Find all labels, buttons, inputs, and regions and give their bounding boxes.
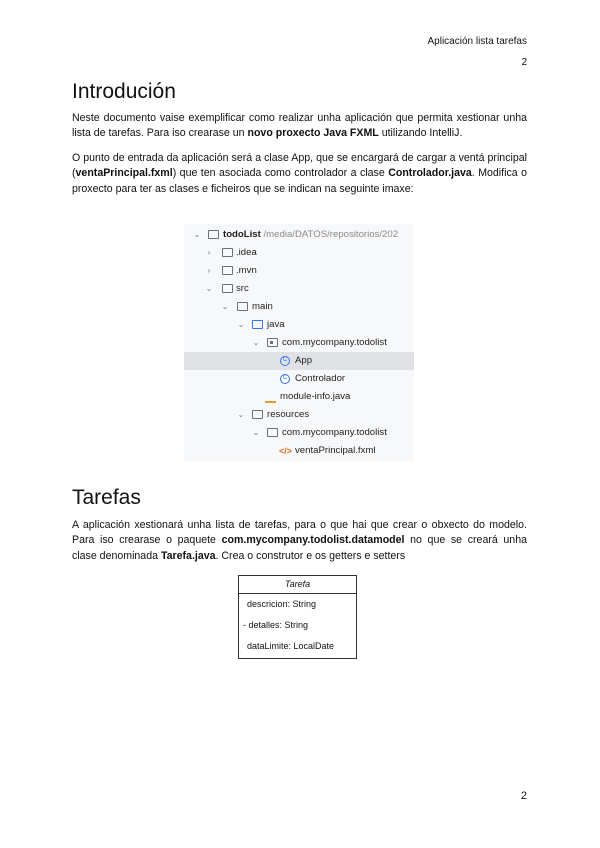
tree-label-app: App (295, 355, 313, 366)
tree-label-package-resources: com.mycompany.todolist (282, 427, 387, 438)
tree-label-src: src (236, 283, 249, 294)
folder-icon (267, 428, 278, 437)
footer-page-number: 2 (520, 790, 527, 802)
tarefas-paragraph (72, 518, 527, 564)
tree-row-main (184, 298, 414, 316)
text-run: utilizando IntelliJ. (378, 127, 463, 140)
tree-row-module-info (184, 388, 414, 406)
chevron-down-icon: ⌄ (237, 320, 245, 329)
java-class-icon: C (280, 374, 290, 384)
section-heading-introducion: Introdución (72, 80, 176, 103)
tree-label-package: com.mycompany.todolist (282, 337, 387, 348)
tree-root-name: todoList (223, 229, 261, 240)
package-icon (267, 338, 278, 347)
tree-label-controlador: Controlador (295, 373, 346, 384)
folder-icon (222, 284, 233, 293)
tree-label-resources: resources (267, 409, 310, 420)
tree-row-package-resources (184, 424, 414, 442)
source-folder-icon (252, 320, 263, 329)
chevron-down-icon: ⌄ (252, 428, 260, 437)
bold-text-run: Tarefa.java (160, 549, 216, 562)
text-run: Neste documento vaise exemplificar como realizar unha aplicación que permita xestionar unha lista de tarefas. Para iso crearase un (72, 112, 527, 140)
java-class-icon: C (280, 356, 290, 366)
chevron-down-icon: ⌄ (237, 410, 245, 419)
tree-row-mvn (184, 262, 414, 280)
project-tree-image (184, 224, 414, 461)
text-run: . Crea o construtor e os getters e setters (215, 549, 406, 562)
tree-row-root (184, 226, 414, 244)
section-heading-tarefas: Tarefas (72, 486, 141, 509)
folder-icon (237, 302, 248, 311)
uml-class-box (238, 575, 357, 659)
bold-text-run: novo proxecto Java FXML (247, 127, 379, 140)
xml-file-icon: </> (279, 446, 293, 456)
tree-label-idea: .idea (236, 247, 257, 258)
text-run: ) que ten asociada como controlador a clase (172, 167, 389, 180)
bold-text-run: ventaPrincipal.fxml (75, 167, 173, 180)
tree-row-idea (184, 244, 414, 262)
folder-module-icon (208, 230, 219, 239)
tree-label-mvn: .mvn (236, 265, 257, 276)
text-run: no que se creará unha clase denominada (72, 534, 527, 562)
bold-text-run: com.mycompany.todolist.datamodel (221, 534, 405, 547)
tree-root-path: /media/DATOS/repositorios/202 (263, 229, 399, 240)
header-title: Aplicación lista tarefas (427, 36, 527, 47)
tree-label-fxml: ventaPrincipal.fxml (295, 445, 376, 456)
text-run: O punto de entrada da aplicación será a clase App, que se encargará de cargar a ventá principal ( (72, 152, 527, 180)
java-module-icon (265, 393, 276, 403)
tree-label-java: java (267, 319, 285, 330)
tree-row-src (184, 280, 414, 298)
intro-paragraph-1 (72, 111, 527, 142)
tree-row-java (184, 316, 414, 334)
chevron-right-icon: › (207, 266, 211, 275)
chevron-down-icon: ⌄ (193, 230, 201, 239)
uml-attribute-descricion: descricion: String (247, 599, 317, 609)
folder-icon (222, 266, 233, 275)
text-run: . Modifica o proxecto para ter as clases e ficheiros que se indican na seguinte imaxe: (72, 167, 527, 195)
bold-text-run: Controlador.java (388, 167, 472, 180)
tree-label-module-info: module-info.java (280, 391, 351, 402)
resources-folder-icon (252, 410, 263, 419)
uml-attribute-detalles: - detalles: String (243, 620, 309, 630)
uml-attribute-datalimite: dataLimite: LocalDate (247, 641, 335, 651)
chevron-down-icon: ⌄ (221, 302, 229, 311)
chevron-down-icon: ⌄ (205, 284, 213, 293)
header-page-number: 2 (521, 57, 527, 68)
tree-row-resources (184, 406, 414, 424)
tree-label-main: main (252, 301, 273, 312)
tree-row-fxml (184, 442, 414, 460)
folder-icon (222, 248, 233, 257)
text-run: A aplicación xestionará unha lista de tarefas, para o que hai que crear o obxecto do modelo. Para iso crearase o paquete (72, 519, 527, 547)
chevron-down-icon: ⌄ (252, 338, 260, 347)
intro-paragraph-2 (72, 151, 527, 197)
chevron-right-icon: › (207, 248, 211, 257)
uml-class-name: Tarefa (239, 576, 356, 594)
tree-row-package (184, 334, 414, 352)
tree-row-controlador (184, 370, 414, 388)
tree-row-app (184, 352, 414, 370)
